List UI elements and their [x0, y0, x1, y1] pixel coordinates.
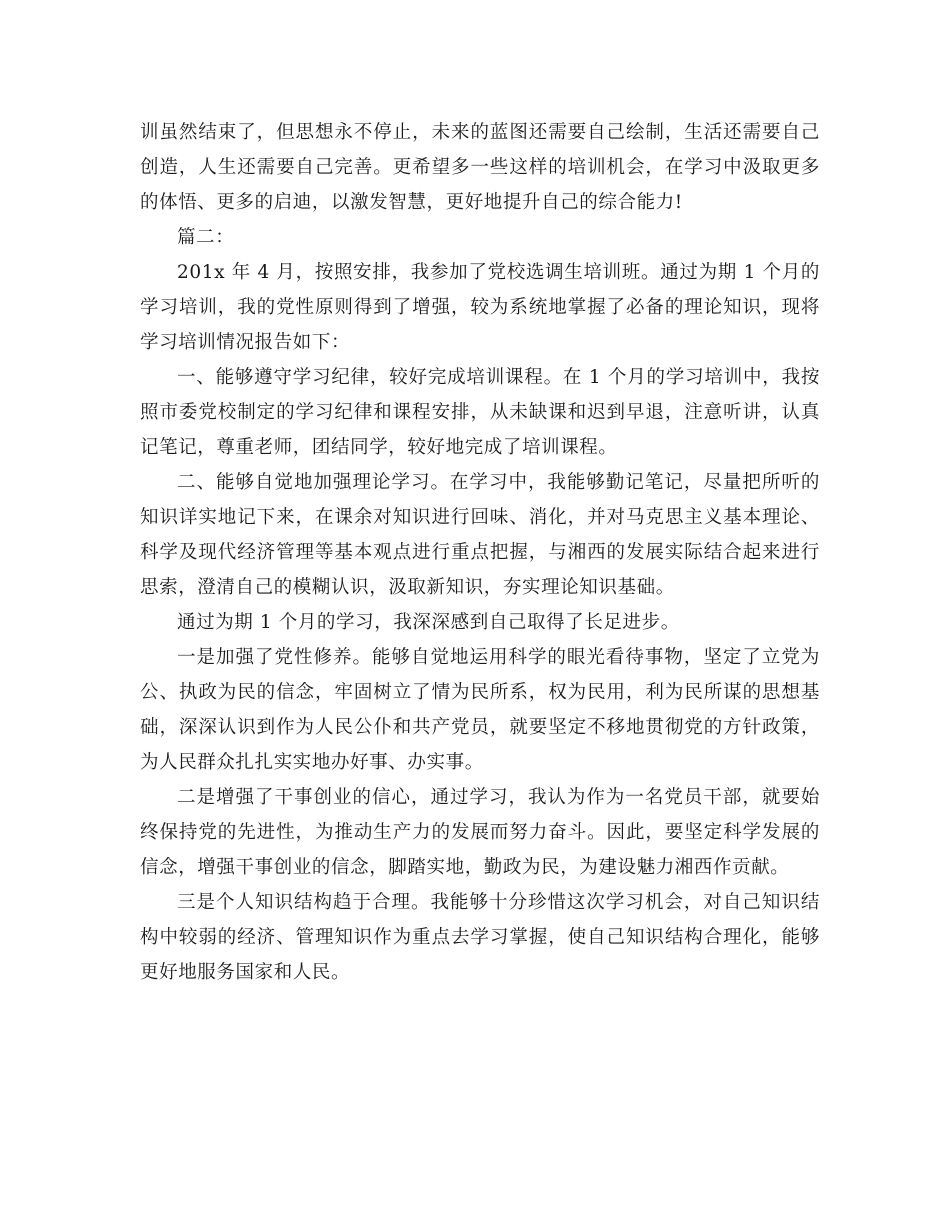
paragraph-intro: 201x 年 4 月，按照安排，我参加了党校选调生培训班。通过为期 1 个月的学习培训，我的党性原则得到了增强，较为系统地掌握了必备的理论知识，现将学习培训情况报告如下：	[140, 262, 820, 353]
paragraph-continuation: 训虽然结束了，但思想永不停止，未来的蓝图还需要自己绘制，生活还需要自己创造，人生还需要自己完善。更希望多一些这样的培训机会，在学习中汲取更多的体悟、更多的启迪，以激发智慧，更好地提升自己的综合能力!	[140, 122, 820, 213]
paragraph-progress-one: 一是加强了党性修养。能够自觉地运用科学的眼光看待事物，坚定了立党为公、执政为民的信念，牢固树立了情为民所系，权为民用，利为民所谋的思想基础，深深认识到作为人民公仆和共产党员，就要坚定不移地贯彻党的方针政策，为人民群众扎扎实实地办好事、办实事。	[140, 647, 820, 773]
paragraph-progress-three: 三是个人知识结构趋于合理。我能够十分珍惜这次学习机会，对自己知识结构中较弱的经济、管理知识作为重点去学习掌握，使自己知识结构合理化，能够更好地服务国家和人民。	[140, 892, 820, 983]
paragraph-progress-summary: 通过为期 1 个月的学习，我深深感到自己取得了长足进步。	[177, 612, 680, 633]
paragraph-progress-two: 二是增强了干事创业的信心，通过学习，我认为作为一名党员干部，就要始终保持党的先进性，为推动生产力的发展而努力奋斗。因此，要坚定科学发展的信念，增强干事创业的信念，脚踏实地，勤政为民，为建设魅力湘西作贡献。	[140, 787, 820, 878]
document-body	[140, 115, 820, 990]
section-heading-part-two: 篇二：	[177, 227, 235, 248]
paragraph-point-one: 一、能够遵守学习纪律，较好完成培训课程。在 1 个月的学习培训中，我按照市委党校制定的学习纪律和课程安排，从未缺课和迟到早退，注意听讲，认真记笔记，尊重老师，团结同学，较好地完成了培训课程。	[140, 367, 820, 458]
paragraph-point-two: 二、能够自觉地加强理论学习。在学习中，我能够勤记笔记，尽量把所听的知识详实地记下来，在课余对知识进行回味、消化，并对马克思主义基本理论、科学及现代经济管理等基本观点进行重点把握，与湘西的发展实际结合起来进行思索，澄清自己的模糊认识，汲取新知识，夯实理论知识基础。	[140, 472, 820, 598]
